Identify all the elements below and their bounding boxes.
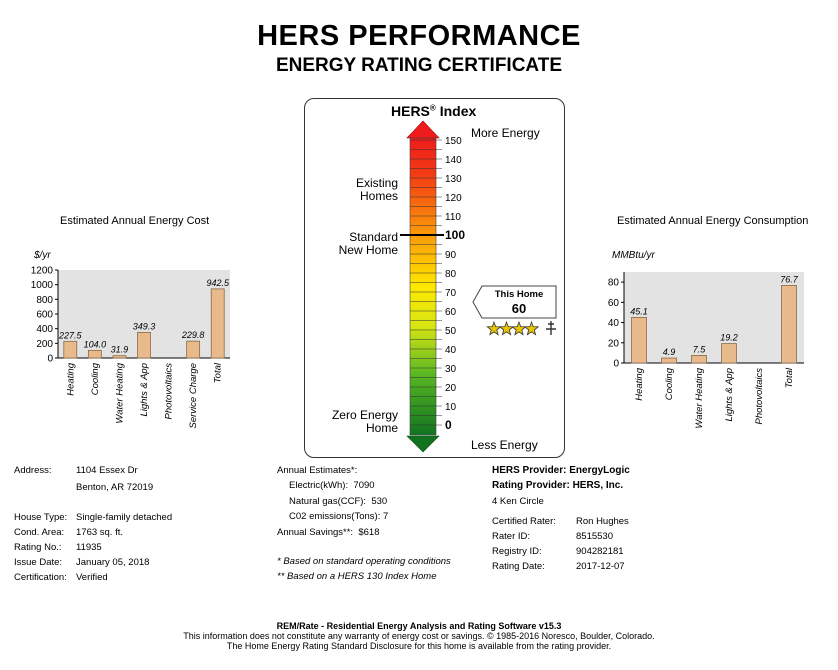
- address-line1: 1104 Essex Dr: [76, 465, 138, 476]
- scale-tick-50: 50: [445, 326, 457, 337]
- bar-label-service-charge: 229.8: [181, 330, 205, 341]
- y-tick-label: 1200: [30, 265, 53, 277]
- rating-star-icon: [512, 322, 525, 335]
- provider-address: 4 Ken Circle: [492, 496, 544, 507]
- category-label-service-charge: Service Charge: [188, 363, 200, 429]
- bar-cooling: [88, 350, 101, 358]
- standard-new-home-label: Standard New Home: [338, 230, 398, 257]
- half-star-plus-icon: [546, 321, 556, 335]
- y-tick-label: 0: [47, 353, 53, 365]
- category-label-heating: Heating: [65, 363, 77, 396]
- savings-row: Annual Savings**: $618: [277, 527, 380, 538]
- bar-label-water-heating: 7.5: [692, 344, 706, 355]
- scale-tick-60: 60: [445, 307, 457, 318]
- y-tick-label: 200: [36, 338, 53, 350]
- rating-star-icon: [487, 322, 500, 335]
- scale-tick-10: 10: [445, 402, 457, 413]
- more-energy-arrow: [407, 121, 439, 138]
- rating-date-label: Rating Date:: [492, 561, 545, 572]
- registry-id-value: 904282181: [576, 546, 624, 557]
- category-label-lights-app: Lights & App: [139, 363, 150, 417]
- gas-row: Natural gas(CCF): 530: [289, 496, 388, 507]
- this-home-label: This Home: [494, 289, 544, 300]
- address-line2: Benton, AR 72019: [76, 482, 154, 493]
- y-tick-label: 800: [36, 294, 53, 306]
- bar-label-heating: 45.1: [630, 306, 648, 317]
- y-tick-label: 600: [36, 309, 53, 321]
- scale-tick-140: 140: [445, 155, 462, 166]
- cost-chart-title: Estimated Annual Energy Cost: [60, 215, 210, 227]
- more-energy-label: More Energy: [471, 126, 540, 140]
- scale-tick-150: 150: [445, 136, 462, 147]
- category-label-photovoltaics: Photovoltaics: [163, 363, 175, 420]
- rater-id-value: 8515530: [576, 531, 613, 542]
- y-tick-label: 40: [607, 318, 619, 330]
- certified-rater-value: Ron Hughes: [576, 516, 629, 527]
- bar-lights-app: [138, 332, 151, 358]
- scale-tick-40: 40: [445, 345, 457, 356]
- less-energy-arrow: [407, 436, 439, 452]
- consumption-chart-title: Estimated Annual Energy Consumption: [617, 215, 809, 227]
- bar-label-water-heating: 31.9: [110, 344, 129, 355]
- footer-disclaimer: This information does not constitute any warranty of energy cost or savings. © 1985-2016 Noresco, Boulder, Colorado.: [183, 631, 655, 641]
- issue-date-label: Issue Date:: [14, 557, 63, 568]
- bar-total: [211, 289, 224, 358]
- consumption-chart: [580, 262, 810, 434]
- rating-star-icon: [500, 322, 513, 335]
- category-label-total: Total: [784, 368, 795, 389]
- category-label-total: Total: [212, 363, 224, 384]
- page-title: HERS PERFORMANCE: [257, 20, 581, 52]
- scale-tick-80: 80: [445, 269, 457, 280]
- y-tick-label: 400: [36, 324, 53, 336]
- bar-label-heating: 227.5: [59, 330, 82, 341]
- rater-id-label: Rater ID:: [492, 531, 531, 542]
- category-label-lights-app: Lights & App: [724, 368, 735, 422]
- scale-tick-130: 130: [445, 174, 462, 185]
- rating-no-value: 11935: [76, 542, 102, 553]
- certification-label: Certification:: [14, 572, 67, 583]
- bar-water-heating: [692, 355, 707, 363]
- scale-tick-90: 90: [445, 250, 457, 261]
- category-label-cooling: Cooling: [664, 368, 675, 401]
- rating-date-value: 2017-12-07: [576, 561, 625, 572]
- bar-label-total: 76.7: [780, 274, 798, 285]
- estimates-heading: Annual Estimates*:: [277, 465, 358, 476]
- y-tick-label: 0: [613, 358, 619, 370]
- cost-chart-unit: $/yr: [34, 250, 51, 261]
- note-hers-130: ** Based on a HERS 130 Index Home: [277, 571, 437, 582]
- rating-no-label: Rating No.:: [14, 542, 62, 553]
- category-label-photovoltaics: Photovoltaics: [754, 368, 765, 425]
- bar-total: [782, 285, 797, 363]
- cost-chart: [0, 262, 240, 434]
- category-label-water-heating: Water Heating: [694, 368, 705, 429]
- hers-gradient-bar: [410, 138, 436, 435]
- scale-tick-120: 120: [445, 193, 462, 204]
- y-tick-label: 60: [607, 297, 619, 309]
- bar-cooling: [662, 358, 677, 363]
- bar-service-charge: [187, 341, 200, 358]
- rating-star-icon: [525, 322, 538, 335]
- co2-row: C02 emissions(Tons): 7: [289, 511, 389, 522]
- category-label-heating: Heating: [634, 368, 645, 401]
- existing-homes-label: Existing Homes: [355, 176, 398, 203]
- less-energy-label: Less Energy: [471, 438, 538, 452]
- bar-label-lights-app: 19.2: [720, 332, 738, 343]
- scale-tick-30: 30: [445, 364, 457, 375]
- electric-row: Electric(kWh): 7090: [289, 480, 375, 491]
- issue-date-value: January 05, 2018: [76, 557, 150, 568]
- bar-label-cooling: 4.9: [662, 347, 676, 358]
- bar-label-lights-app: 349.3: [132, 321, 156, 332]
- scale-tick-20: 20: [445, 383, 457, 394]
- bar-lights-app: [722, 344, 737, 363]
- category-label-water-heating: Water Heating: [114, 363, 126, 424]
- y-tick-label: 20: [607, 338, 619, 350]
- consumption-chart-unit: MMBtu/yr: [612, 250, 655, 261]
- cond-area-value: 1763 sq. ft.: [76, 527, 124, 538]
- bar-label-total: 942.5: [206, 277, 229, 288]
- scale-tick-110: 110: [445, 212, 461, 223]
- certified-rater-label: Certified Rater:: [492, 516, 556, 527]
- hers-index-title: HERS® Index: [391, 103, 477, 119]
- house-type-value: Single-family detached: [76, 512, 173, 523]
- address-label: Address:: [14, 465, 52, 476]
- bar-water-heating: [113, 356, 126, 358]
- plot-area: [624, 272, 804, 363]
- bar-label-cooling: 104.0: [83, 339, 107, 350]
- hers-scale: [400, 118, 570, 458]
- certification-value: Verified: [76, 572, 108, 583]
- rating-provider: Rating Provider: HERS, Inc.: [492, 480, 624, 491]
- note-standard-conditions: * Based on standard operating conditions: [277, 556, 451, 567]
- house-type-label: House Type:: [14, 512, 68, 523]
- cond-area-label: Cond. Area:: [14, 527, 65, 538]
- zero-energy-home-label: Zero Energy Home: [331, 408, 398, 435]
- y-tick-label: 1000: [30, 280, 53, 292]
- registry-id-label: Registry ID:: [492, 546, 542, 557]
- scale-tick-100: 100: [445, 228, 466, 242]
- page-subtitle: ENERGY RATING CERTIFICATE: [275, 55, 563, 76]
- hers-provider: HERS Provider: EnergyLogic: [492, 465, 630, 476]
- footer-disclosure: The Home Energy Rating Standard Disclosure for this home is available from the rating provider.: [226, 641, 612, 651]
- this-home-value: 60: [511, 301, 527, 316]
- scale-tick-0: 0: [445, 418, 452, 432]
- category-label-cooling: Cooling: [89, 363, 101, 396]
- bar-heating: [632, 317, 647, 363]
- bar-heating: [64, 341, 77, 358]
- scale-tick-70: 70: [445, 288, 457, 299]
- footer-software: REM/Rate - Residential Energy Analysis and Rating Software v15.3: [276, 621, 562, 631]
- y-tick-label: 80: [607, 277, 619, 289]
